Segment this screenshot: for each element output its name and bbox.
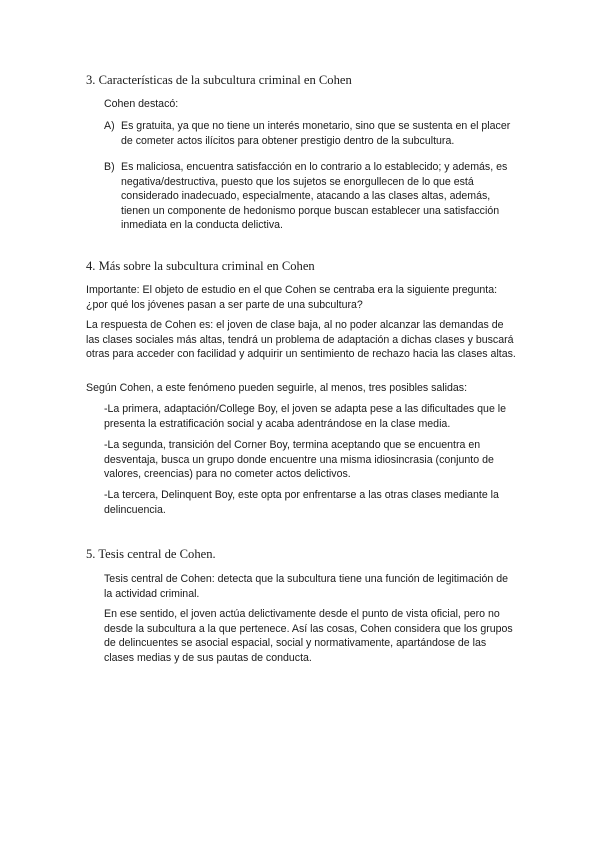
list-item-b: [104, 160, 516, 233]
section-4-heading: 4. Más sobre la subcultura criminal en Cohen: [86, 259, 315, 273]
section-3-intro: Cohen destacó:: [104, 98, 179, 110]
paragraph-respuesta: La respuesta de Cohen es: el joven de clase baja, al no poder alcanzar las demandas de las clases sociales más altas, tendrá un problema de adaptación a dichas clases y buscará otras para acceder con facilidad y adquirir un sentimiento de rechazo hacia las clases altas.: [86, 319, 516, 361]
section-3-heading: 3. Características de la subcultura criminal en Cohen: [86, 73, 352, 87]
paragraph-tesis: Tesis central de Cohen: detecta que la subcultura tiene una función de legitimación de la actividad criminal.: [104, 573, 508, 600]
outcome-corner-boy: -La segunda, transición del Corner Boy, termina aceptando que se encuentra en desventaja, busca un grupo donde encuentre una misma idiosincrasia (conjunto de valores, creencias) para no cometer actos delictivos.: [104, 439, 494, 481]
outcome-delinquent-boy: -La tercera, Delinquent Boy, este opta por enfrentarse a las otras clases mediante la delincuencia.: [104, 489, 499, 516]
paragraph-sentido: En ese sentido, el joven actúa delictivamente desde el punto de vista oficial, pero no desde la subcultura a la que pertenece. Así las cosas, Cohen considera que los grupos de delincuentes se asocial espacial, social y normativamente, apartándose de las clases medias y de sus pautas de conducta.: [104, 608, 513, 664]
paragraph-salidas: Según Cohen, a este fenómeno pueden seguirle, al menos, tres posibles salidas:: [86, 382, 468, 394]
section-5-heading: 5. Tesis central de Cohen.: [86, 547, 216, 561]
outcome-college-boy: -La primera, adaptación/College Boy, el joven se adapta pese a las dificultades que le presenta la estratificación social y acaba adentrándose en la clase media.: [104, 403, 507, 430]
list-item-text: Es maliciosa, encuentra satisfacción en lo contrario a lo establecido; y además, es negativa/destructiva, puesto que los sujetos se enorgullecen de lo que está considerado inadecuado, especialmente, atacando a las clases altas, además, tienen un componente de hedonismo porque buscan establecer una satisfacción inmediata en la conducta delictiva.: [121, 161, 508, 232]
paragraph-importante: Importante: El objeto de estudio en el que Cohen se centraba era la siguiente pregunta: ¿por qué los jóvenes pasan a ser parte de una subcultura?: [86, 284, 498, 311]
list-item-text: Es gratuita, ya que no tiene un interés monetario, sino que se sustenta en el placer de cometer actos ilícitos para obtener prestigio dentro de la subcultura.: [121, 120, 511, 147]
list-item-label: A): [104, 120, 115, 132]
list-item-a: [104, 119, 516, 148]
list-item-label: B): [104, 161, 115, 173]
